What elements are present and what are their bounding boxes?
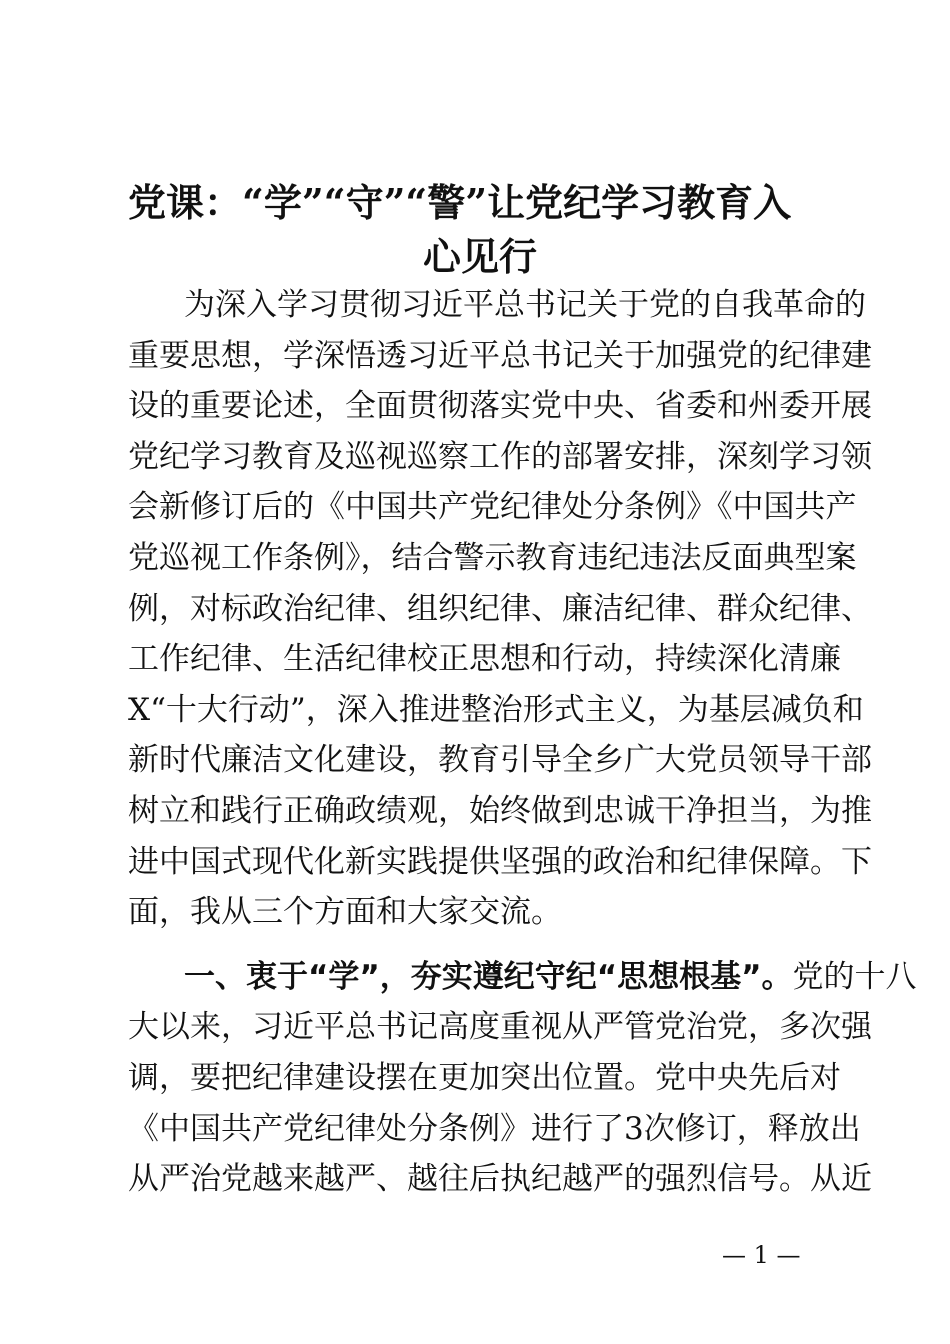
- section-1-heading: 一、衷于“学”，夯实遵纪守纪“思想根基”。: [184, 958, 793, 995]
- paragraph-line: 为深入学习贯彻习近平总书记关于党的自我革命的: [184, 287, 866, 323]
- paragraph-line: 《中国共产党纪律处分条例》进行了3次修订，释放出: [128, 1110, 861, 1147]
- paragraph-line: 从严治党越来越严、越往后执纪越严的强烈信号。从近: [128, 1161, 872, 1198]
- paragraph-line: 会新修订后的《中国共产党纪律处分条例》《中国共产: [128, 489, 857, 526]
- intro-paragraph: [128, 280, 872, 938]
- paragraph-line: 大以来，习近平总书记高度重视从严管党治党，多次强: [128, 1009, 872, 1046]
- paragraph-line: 新时代廉洁文化建设，教育引导全乡广大党员领导干部: [128, 742, 872, 779]
- paragraph-line: 进中国式现代化新实践提供坚强的政治和纪律保障。下: [128, 843, 872, 880]
- paragraph-line: 树立和践行正确政绩观，始终做到忠诚干净担当，为推: [128, 792, 872, 829]
- paragraph-line: 重要思想，学深悟透习近平总书记关于加强党的纪律建: [128, 337, 872, 374]
- document-title: [128, 176, 832, 284]
- paragraph-line: 工作纪律、生活纪律校正思想和行动，持续深化清廉: [128, 641, 841, 678]
- paragraph-line: 调，要把纪律建设摆在更加突出位置。党中央先后对: [128, 1059, 841, 1096]
- paragraph-line: X“十大行动”，深入推进整治形式主义，为基层减负和: [128, 691, 864, 728]
- section-1-paragraph: [128, 952, 917, 1205]
- page-number: — 1 —: [722, 1241, 801, 1269]
- paragraph-gap: [128, 938, 838, 952]
- paragraph-line: 党巡视工作条例》，结合警示教育违纪违法反面典型案: [128, 539, 857, 576]
- paragraph-line: 设的重要论述，全面贯彻落实党中央、省委和州委开展: [128, 388, 872, 425]
- section-1-first-line: [128, 952, 917, 1003]
- section-1-first-line-tail: 党的十八: [792, 958, 917, 995]
- title-line-1: 党课：“学”“守”“警”让党纪学习教育入: [128, 180, 792, 225]
- paragraph-line: 例，对标政治纪律、组织纪律、廉洁纪律、群众纪律、: [128, 590, 872, 627]
- title-line-2: 心见行: [422, 234, 537, 279]
- paragraph-line: 党纪学习教育及巡视巡察工作的部署安排，深刻学习领: [128, 438, 872, 475]
- document-body: [128, 280, 917, 1205]
- paragraph-line: 面，我从三个方面和大家交流。: [128, 894, 562, 931]
